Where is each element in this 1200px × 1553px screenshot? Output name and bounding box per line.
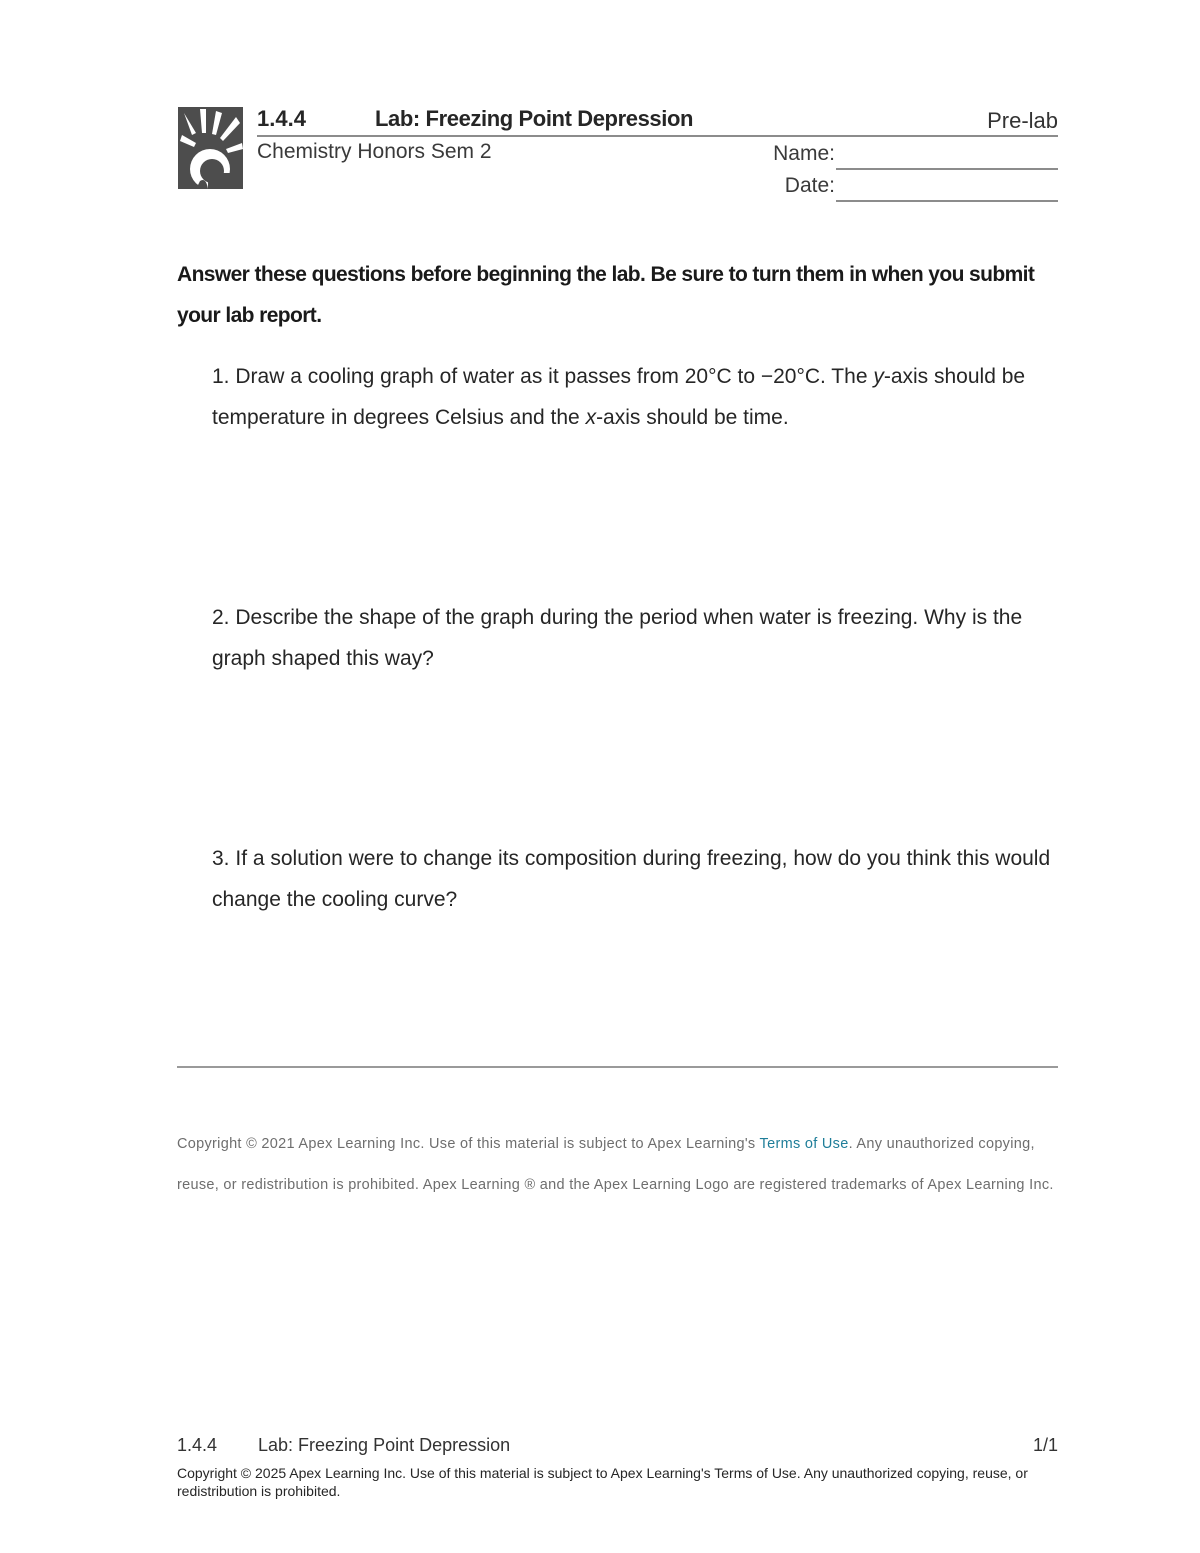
question-number: 2.	[212, 606, 230, 629]
footer-lesson-number: 1.4.4	[177, 1435, 218, 1455]
question-2	[212, 597, 1057, 679]
question-text-part: Draw a cooling graph of water as it passes from 20°C to −20°C. The	[235, 365, 874, 388]
lesson-number: 1.4.4	[257, 106, 306, 131]
date-field-line[interactable]	[836, 200, 1058, 202]
x-variable: x	[585, 406, 597, 429]
lesson-title: Lab: Freezing Point Depression	[375, 106, 694, 131]
course-name: Chemistry Honors Sem 2	[257, 140, 492, 163]
question-number: 1.	[212, 365, 230, 388]
question-1	[212, 356, 1057, 438]
terms-of-use-link[interactable]: Terms of Use	[759, 1136, 849, 1152]
question-3	[212, 838, 1057, 920]
question-text-part: -axis should be time.	[596, 406, 789, 429]
header-divider	[257, 135, 1058, 137]
document-type-label: Pre-lab	[987, 108, 1058, 133]
question-number: 3.	[212, 847, 230, 870]
date-field-label: Date:	[784, 174, 835, 197]
y-variable: y	[873, 365, 884, 388]
footer-page-number: 1/1	[1032, 1435, 1058, 1455]
footer-lesson-title: Lab: Freezing Point Depression	[258, 1435, 511, 1455]
apex-learning-logo-icon	[178, 107, 243, 189]
question-text: If a solution were to change its composition during freezing, how do you think this would change the cooling curve?	[212, 847, 1051, 911]
copyright-text: . Any unauthorized copying, reuse, or redistribution is prohibited. Apex Learning ® and the Apex Learning Logo are registered trademarks of Apex Learning Inc.	[177, 1136, 1054, 1193]
name-field-line[interactable]	[836, 168, 1058, 170]
footer-copyright: Copyright © 2025 Apex Learning Inc. Use of this material is subject to Apex Learning's Terms of Use. Any unauthorized copying, reuse, or redistribution is prohibited.	[177, 1465, 1028, 1499]
copyright-notice	[177, 1124, 1062, 1206]
question-text: Describe the shape of the graph during the period when water is freezing. Why is the graph shaped this way?	[212, 606, 1023, 670]
copyright-text: Copyright © 2021 Apex Learning Inc. Use of this material is subject to Apex Learning's	[177, 1136, 760, 1152]
name-field-label: Name:	[773, 142, 835, 165]
copyright-divider	[177, 1066, 1058, 1068]
instructions-text: Answer these questions before beginning the lab. Be sure to turn them in when you submit your lab report.	[177, 263, 1035, 327]
question-text-part: -axis should be temperature in degrees Celsius and the	[212, 365, 1026, 429]
